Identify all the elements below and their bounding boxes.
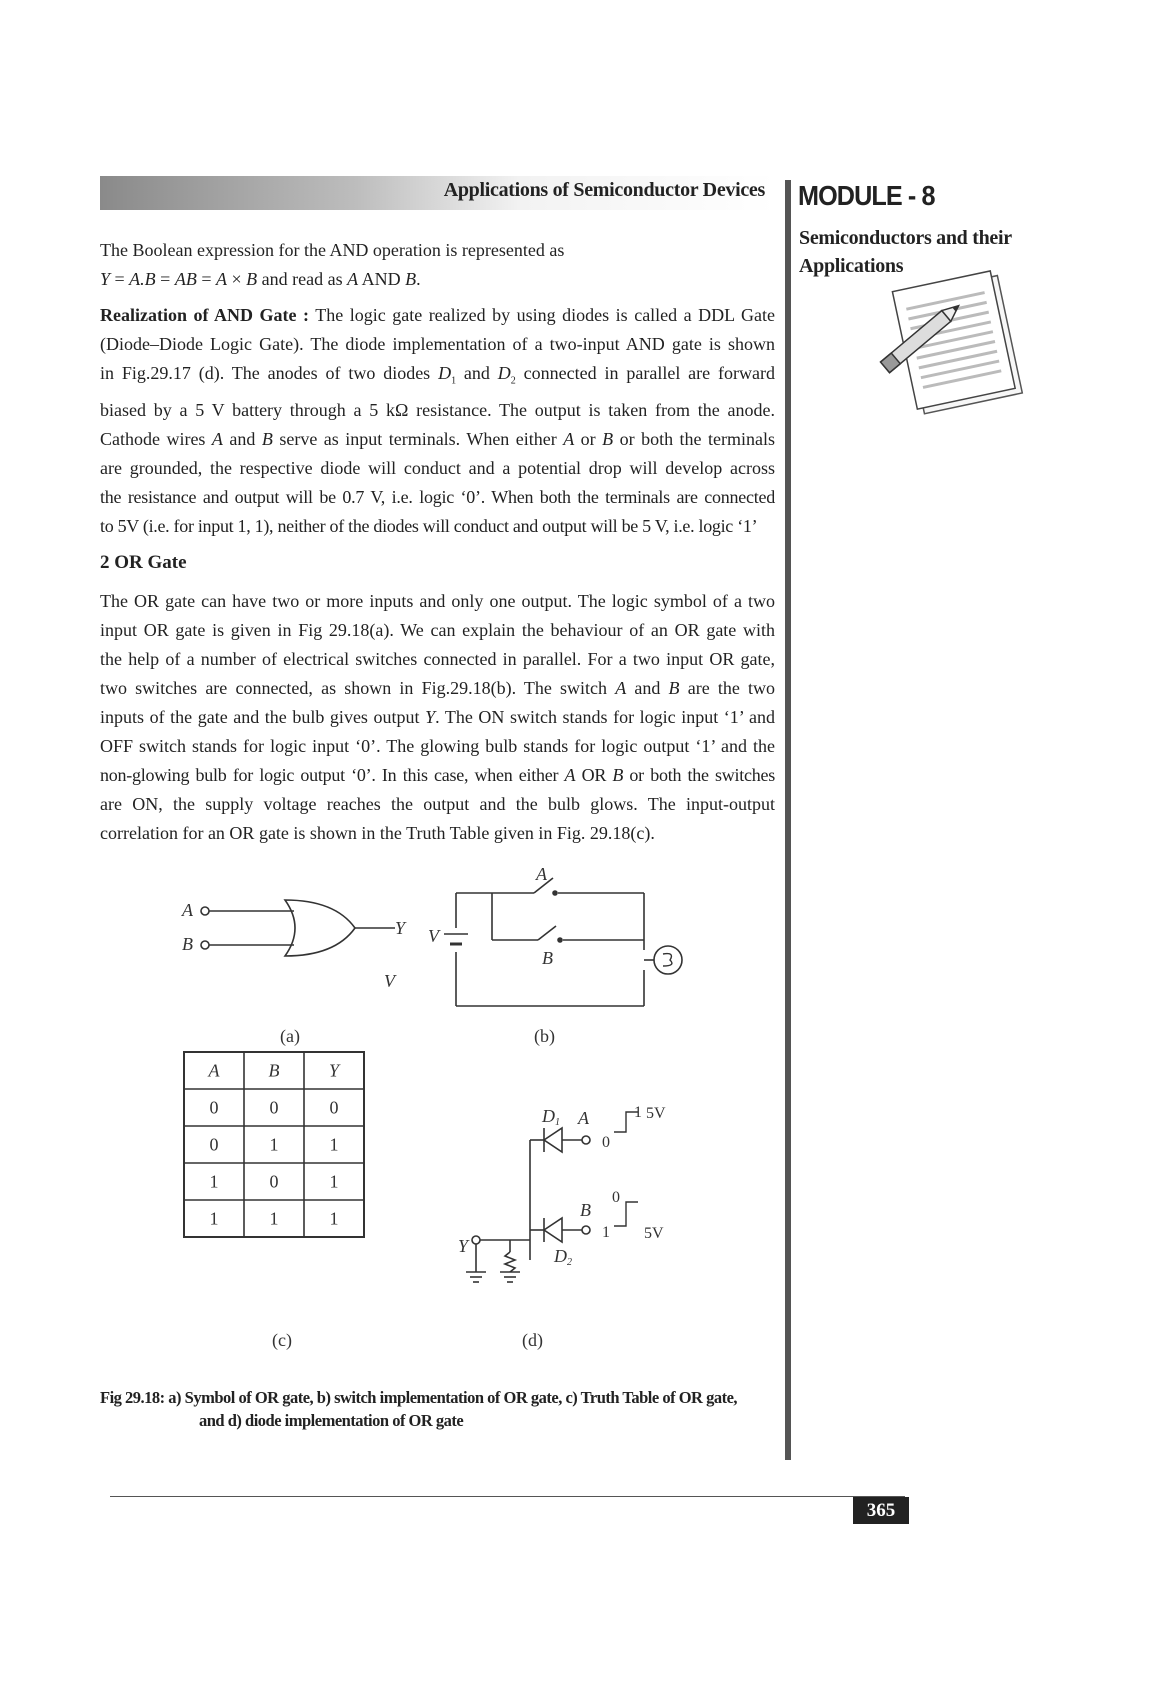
svg-text:5V: 5V — [646, 1105, 666, 1122]
diode-d1-label: D1 — [542, 1106, 560, 1128]
expr-b: B — [246, 269, 258, 289]
or-input-b-terminal — [201, 941, 209, 949]
or-input-a-label: A — [182, 900, 193, 920]
and-line-6: are grounded, the respective diode will conduct and a potential drop will develop across — [100, 457, 775, 478]
switch-a-label: A — [536, 864, 547, 884]
and-line-1: Realization of AND Gate : The logic gate realized by using diodes is called a DDL Gate — [100, 305, 775, 325]
diode-d2-label: D2 — [554, 1246, 572, 1268]
footer-rule — [110, 1496, 905, 1497]
expr-eq2: = — [155, 269, 175, 289]
diode-output-y-label: Y — [458, 1236, 469, 1256]
or-line-3: the help of a number of electrical switches connected in parallel. For a two input OR gate, — [100, 648, 775, 669]
or-input-b-label: B — [182, 934, 193, 954]
expr-times: × — [226, 269, 247, 289]
truth-table-cell: 0 — [329, 1097, 339, 1118]
page-number: 365 — [853, 1497, 909, 1524]
svg-text:1: 1 — [634, 1104, 642, 1121]
notepad-pencil-icon — [874, 266, 1034, 416]
diode-input-b-label: B — [580, 1200, 591, 1220]
expr-ab-dot: A.B — [129, 269, 156, 289]
truth-table-cell: 1 — [329, 1134, 339, 1155]
and-line-4: biased by a 5 V battery through a 5 kΩ resistance. The output is taken from the anode. — [100, 399, 775, 420]
body-text — [100, 236, 775, 848]
truth-table-header: A — [208, 1060, 220, 1081]
truth-table-cell: 0 — [269, 1171, 279, 1192]
caption-line2: and d) diode implementation of OR gate — [199, 1411, 464, 1430]
expr-a: A — [215, 269, 227, 289]
truth-table-cell: 1 — [329, 1208, 339, 1229]
svg-text:0: 0 — [612, 1189, 620, 1206]
module-title: MODULE - 8 — [798, 180, 935, 211]
expr-b2: B — [405, 269, 417, 289]
or-v-label: V — [384, 971, 395, 991]
switch-b-label: B — [542, 948, 553, 968]
expr-eq1: = — [110, 269, 130, 289]
truth-table-cell: 1 — [209, 1208, 219, 1229]
and-gate-heading: Realization of AND Gate : — [100, 305, 310, 325]
and-line-5: Cathode wires A and B serve as input terminals. When either A or B or both the terminals — [100, 428, 775, 449]
bulb — [654, 946, 682, 974]
svg-text:0: 0 — [602, 1134, 610, 1151]
figure-29-18 — [170, 860, 730, 1360]
or-line-8: are ON, the supply voltage reaches the output and the bulb glows. The input-output — [100, 793, 775, 814]
caption-label: Fig 29.18: a) — [100, 1388, 185, 1407]
and-line-7: the resistance and output will be 0.7 V, i.e. logic ‘0’. When both the terminals are connected — [100, 486, 775, 507]
figure-a-label: (a) — [280, 1026, 300, 1046]
and-line-8: to 5V (i.e. for input 1, 1), neither of the diodes will conduct and output will be 5 V, i.e. logic ‘1’ — [100, 515, 758, 536]
and-line-3: in Fig.29.17 (d). The anodes of two diodes $D_1$ and $D_2$ connected in parallel are forward — [100, 363, 775, 387]
or-line-4: two switches are connected, as shown in Fig.29.18(b). The switch A and B are the two — [100, 677, 776, 698]
and-line-2: (Diode–Diode Logic Gate). The diode implementation of a two-input AND gate is shown — [100, 334, 775, 354]
svg-text:5V: 5V — [644, 1225, 664, 1242]
battery-v-label: V — [428, 926, 439, 946]
truth-table-cell: 0 — [209, 1097, 219, 1118]
figure-d-label: (d) — [522, 1330, 543, 1350]
truth-table-cell: 0 — [209, 1134, 219, 1155]
expr-eq3: = — [196, 269, 216, 289]
or-output-y-label: Y — [395, 918, 406, 938]
module-subtitle-line1: Semiconductors and their — [799, 227, 1012, 249]
boolean-expression — [100, 265, 775, 294]
expr-y: Y — [100, 269, 111, 289]
truth-table-cell: 1 — [329, 1171, 339, 1192]
figure-b-label: (b) — [534, 1026, 555, 1046]
diode-input-a-label: A — [578, 1108, 589, 1128]
or-line-6: OFF switch stands for logic input ‘0’. The glowing bulb stands for logic output ‘1’ and the — [100, 735, 775, 756]
figure-c-label: (c) — [272, 1330, 292, 1350]
or-line-7: non-glowing bulb for logic output ‘0’. In this case, when either A OR B or both the switches — [100, 764, 775, 785]
header-bar — [100, 176, 775, 210]
truth-table-cell: 0 — [269, 1097, 279, 1118]
diode-d1 — [544, 1128, 562, 1152]
diode-d2 — [544, 1218, 562, 1242]
module-subtitle-line2: Applications — [799, 255, 904, 277]
truth-table-header: Y — [328, 1060, 340, 1081]
or-line-5: inputs of the gate and the bulb gives output Y. The ON switch stands for logic input ‘1’ and — [100, 706, 775, 727]
expr-ab: AB — [174, 269, 197, 289]
intro-line: The Boolean expression for the AND operation is represented as — [100, 240, 565, 260]
expr-and: AND — [358, 269, 406, 289]
svg-text:1: 1 — [602, 1224, 610, 1241]
truth-table-cell: 1 — [269, 1208, 279, 1229]
or-gate-body — [285, 900, 355, 956]
expr-end: . — [416, 269, 421, 289]
truth-table-cell: 1 — [269, 1134, 279, 1155]
figure-caption — [100, 1386, 780, 1432]
resistor — [505, 1252, 515, 1272]
or-gate-symbol — [181, 900, 407, 1047]
or-switch-circuit — [428, 864, 682, 1047]
or-line-9: correlation for an OR gate is shown in the Truth Table given in Fig. 29.18(c). — [100, 822, 655, 843]
or-input-a-terminal — [201, 907, 209, 915]
or-truth-table — [184, 1052, 364, 1237]
intro-paragraph — [100, 236, 775, 294]
or-diode-circuit — [458, 1104, 666, 1351]
truth-table-header: B — [268, 1060, 280, 1081]
or-gate-paragraph — [100, 587, 775, 848]
switch-b — [538, 926, 556, 940]
truth-table-cell: 1 — [209, 1171, 219, 1192]
expr-read: and read as — [257, 269, 348, 289]
or-line-2: input OR gate is given in Fig 29.18(a). We can explain the behaviour of an OR gate with — [100, 619, 775, 640]
sidebar-rule — [785, 180, 791, 1460]
header-title: Applications of Semiconductor Devices — [443, 179, 765, 201]
and-gate-paragraph — [100, 301, 775, 541]
or-line-1: The OR gate can have two or more inputs and only one output. The logic symbol of a two — [100, 590, 775, 611]
expr-a2: A — [347, 269, 359, 289]
or-gate-heading: 2 OR Gate — [100, 551, 187, 573]
caption-line1: Symbol of OR gate, b) switch implementation of OR gate, c) Truth Table of OR gate, — [184, 1388, 738, 1407]
